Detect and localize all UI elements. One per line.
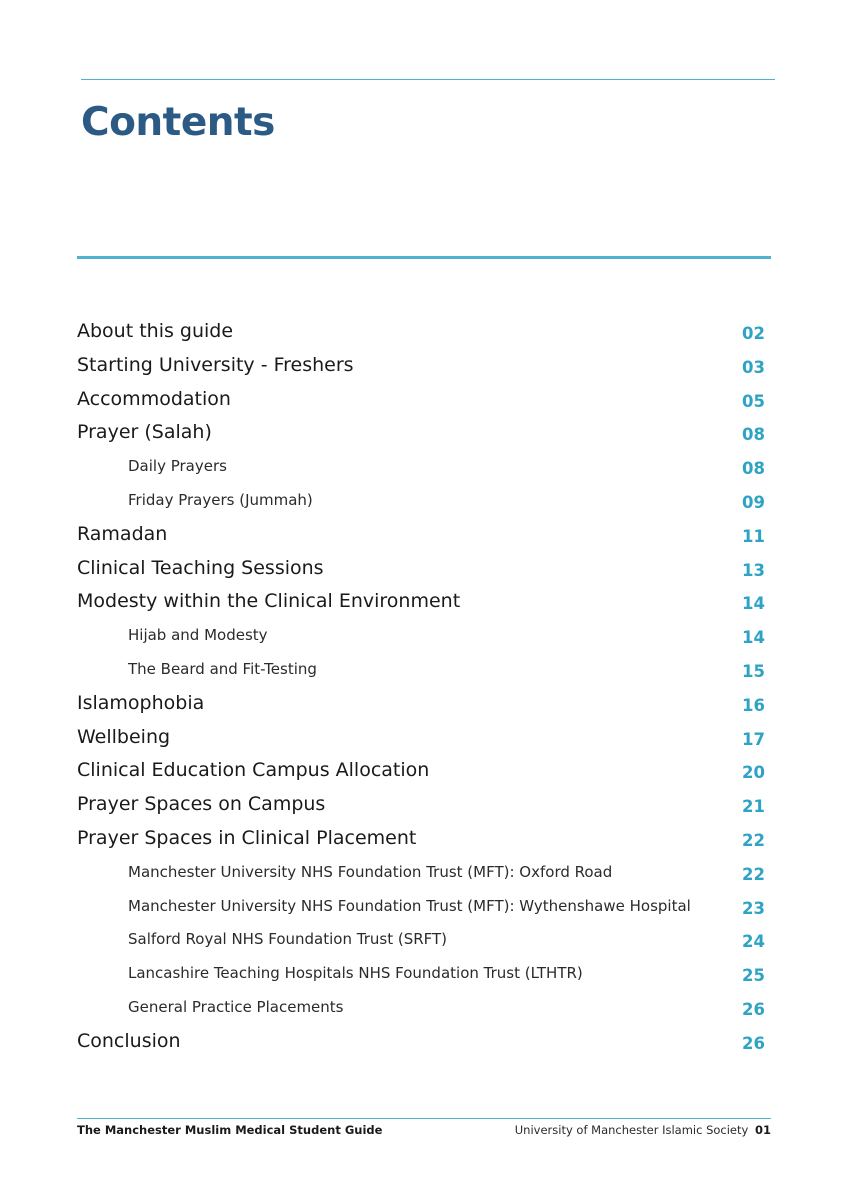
page-title: Contents bbox=[81, 100, 275, 145]
toc-entry-page: 03 bbox=[742, 357, 765, 377]
toc-entry-page: 14 bbox=[742, 628, 765, 648]
toc-entry[interactable] bbox=[0, 417, 859, 451]
toc-entry-page: 09 bbox=[742, 492, 765, 512]
toc-entry-title: Modesty within the Clinical Environment bbox=[77, 590, 461, 613]
footer-society bbox=[515, 1123, 771, 1137]
footer-page-number: 01 bbox=[754, 1123, 771, 1137]
toc-entry-title: Prayer Spaces on Campus bbox=[77, 793, 326, 816]
toc-entry[interactable] bbox=[0, 553, 859, 587]
toc-entry-title: Manchester University NHS Foundation Trust (MFT): Wythenshawe Hospital bbox=[128, 896, 691, 915]
toc-entry-page: 20 bbox=[742, 763, 765, 783]
toc-entry-title: The Beard and Fit-Testing bbox=[128, 659, 317, 678]
toc-entry-page: 08 bbox=[742, 459, 765, 479]
toc-entry-title: Lancashire Teaching Hospitals NHS Foundation Trust (LTHTR) bbox=[128, 964, 583, 983]
toc-entry-page: 11 bbox=[742, 526, 765, 546]
table-of-contents bbox=[0, 316, 859, 1060]
toc-entry-page: 15 bbox=[742, 661, 765, 681]
toc-entry-page: 22 bbox=[742, 864, 765, 884]
top-divider bbox=[81, 79, 775, 80]
toc-subentry[interactable] bbox=[0, 958, 859, 992]
toc-entry-page: 02 bbox=[742, 324, 765, 343]
toc-entry-title: Conclusion bbox=[77, 1029, 181, 1052]
toc-entry-title: Islamophobia bbox=[77, 691, 205, 714]
toc-entry-page: 05 bbox=[742, 391, 765, 411]
toc-subentry[interactable] bbox=[0, 857, 859, 891]
toc-entry-page: 21 bbox=[742, 797, 765, 817]
toc-entry-page: 24 bbox=[742, 932, 765, 952]
toc-entry[interactable] bbox=[0, 823, 859, 857]
toc-subentry[interactable] bbox=[0, 924, 859, 958]
toc-entry-title: Prayer Spaces in Clinical Placement bbox=[77, 826, 417, 849]
toc-entry-page: 26 bbox=[742, 1033, 765, 1053]
title-divider bbox=[77, 256, 771, 259]
toc-entry-page: 17 bbox=[742, 729, 765, 749]
footer-guide-title: The Manchester Muslim Medical Student Guide bbox=[77, 1123, 383, 1137]
toc-entry[interactable] bbox=[0, 1026, 859, 1060]
toc-entry-page: 25 bbox=[742, 966, 765, 986]
toc-entry[interactable] bbox=[0, 688, 859, 722]
toc-entry-page: 13 bbox=[742, 560, 765, 580]
toc-entry-title: Starting University - Freshers bbox=[77, 353, 354, 376]
toc-entry[interactable] bbox=[0, 586, 859, 620]
toc-entry[interactable] bbox=[0, 789, 859, 823]
toc-entry[interactable] bbox=[0, 384, 859, 418]
toc-entry[interactable] bbox=[0, 350, 859, 384]
toc-entry-title: Wellbeing bbox=[77, 725, 171, 748]
toc-entry-page: 26 bbox=[742, 999, 765, 1019]
toc-entry[interactable] bbox=[0, 316, 859, 350]
toc-entry-title: About this guide bbox=[77, 320, 234, 342]
toc-entry-title: General Practice Placements bbox=[128, 997, 344, 1016]
toc-entry-page: 08 bbox=[742, 425, 765, 445]
toc-entry[interactable] bbox=[0, 722, 859, 756]
footer-divider bbox=[77, 1118, 771, 1119]
toc-entry-title: Salford Royal NHS Foundation Trust (SRFT) bbox=[128, 930, 448, 949]
toc-subentry[interactable] bbox=[0, 620, 859, 654]
toc-entry-title: Prayer (Salah) bbox=[77, 421, 212, 444]
toc-entry-page: 22 bbox=[742, 830, 765, 850]
toc-entry-title: Clinical Education Campus Allocation bbox=[77, 759, 430, 782]
toc-entry-page: 16 bbox=[742, 695, 765, 715]
toc-subentry[interactable] bbox=[0, 992, 859, 1026]
toc-subentry[interactable] bbox=[0, 451, 859, 485]
toc-entry-title: Clinical Teaching Sessions bbox=[77, 556, 324, 579]
toc-entry[interactable] bbox=[0, 519, 859, 553]
toc-entry-page: 14 bbox=[742, 594, 765, 614]
toc-subentry[interactable] bbox=[0, 485, 859, 519]
footer-society-name: University of Manchester Islamic Society bbox=[514, 1123, 749, 1137]
toc-entry[interactable] bbox=[0, 755, 859, 789]
toc-entry-title: Manchester University NHS Foundation Trust (MFT): Oxford Road bbox=[128, 862, 613, 881]
toc-entry-title: Hijab and Modesty bbox=[128, 626, 268, 645]
toc-entry-title: Daily Prayers bbox=[128, 457, 227, 476]
toc-entry-title: Accommodation bbox=[77, 387, 231, 410]
toc-entry-title: Ramadan bbox=[77, 522, 168, 545]
toc-subentry[interactable] bbox=[0, 654, 859, 688]
toc-subentry[interactable] bbox=[0, 891, 859, 925]
toc-entry-title: Friday Prayers (Jummah) bbox=[128, 490, 313, 509]
toc-entry-page: 23 bbox=[742, 898, 765, 918]
